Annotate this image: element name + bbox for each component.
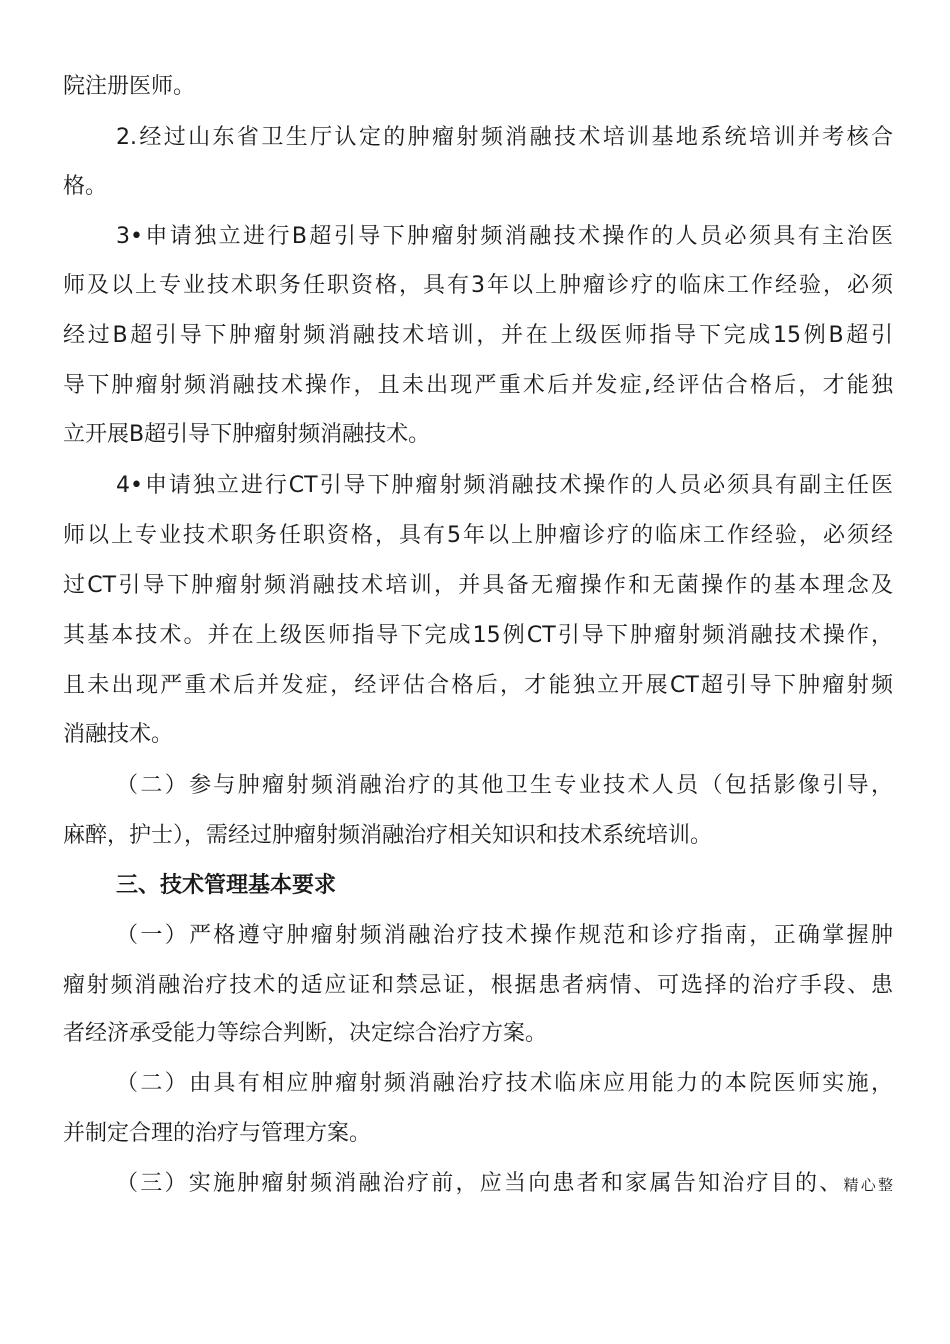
- text-line: 4•申请独立进行CT引导下肿瘤射频消融技术操作的人员必须具有副主任医: [116, 473, 893, 498]
- text-line: 过CT引导下肿瘤射频消融技术培训，并具备无瘤操作和无菌操作的基本理念及: [63, 573, 893, 598]
- text-line: 经过B超引导下肿瘤射频消融技术培训，并在上级医师指导下完成15例B超引: [63, 323, 893, 348]
- text-line: 立开展B超引导下肿瘤射频消融技术。: [63, 422, 431, 447]
- text-line: 格。: [63, 174, 108, 199]
- text-line: 导下肿瘤射频消融技术操作，且未出现严重术后并发症,经评估合格后，才能独: [63, 373, 893, 398]
- text-line: 麻醉，护士），需经过肿瘤射频消融治疗相关知识和技术系统培训。: [63, 823, 713, 848]
- text-line: 瘤射频消融治疗技术的适应证和禁忌证，根据患者病情、可选择的治疗手段、患: [63, 973, 893, 998]
- text-line: 并制定合理的治疗与管理方案。: [63, 1121, 372, 1146]
- text-line: 其基本技术。并在上级医师指导下完成15例CT引导下肿瘤射频消融技术操作，: [63, 623, 893, 648]
- footer-note: 精心整: [843, 1176, 893, 1194]
- text-line: 师及以上专业技术职务任职资格，具有3年以上肿瘤诊疗的临床工作经验，必须: [63, 273, 893, 298]
- text-line: 院注册医师。: [63, 74, 196, 99]
- section-heading: 三、技术管理基本要求: [116, 873, 337, 898]
- text-line: （一）严格遵守肿瘤射频消融治疗技术操作规范和诊疗指南，正确掌握肿: [116, 923, 893, 948]
- text-line: 消融技术。: [63, 722, 174, 747]
- text-line: 2.经过山东省卫生厅认定的肿瘤射频消融技术培训基地系统培训并考核合: [116, 125, 893, 150]
- text-line: （二）参与肿瘤射频消融治疗的其他卫生专业技术人员（包括影像引导，: [116, 773, 893, 798]
- text-line: [116, 1168, 893, 1200]
- text-line: 者经济承受能力等综合判断，决定综合治疗方案。: [63, 1021, 548, 1046]
- text-line: 师以上专业技术职务任职资格，具有5年以上肿瘤诊疗的临床工作经验，必须经: [63, 523, 893, 548]
- text-line-content: （三）实施肿瘤射频消融治疗前，应当向患者和家属告知治疗目的、: [116, 1171, 844, 1196]
- text-line: （二）由具有相应肿瘤射频消融治疗技术临床应用能力的本院医师实施，: [116, 1071, 893, 1096]
- text-line: 且未出现严重术后并发症，经评估合格后，才能独立开展CT超引导下肿瘤射频: [63, 673, 893, 698]
- text-line: 3•申请独立进行B超引导下肿瘤射频消融技术操作的人员必须具有主治医: [116, 224, 893, 249]
